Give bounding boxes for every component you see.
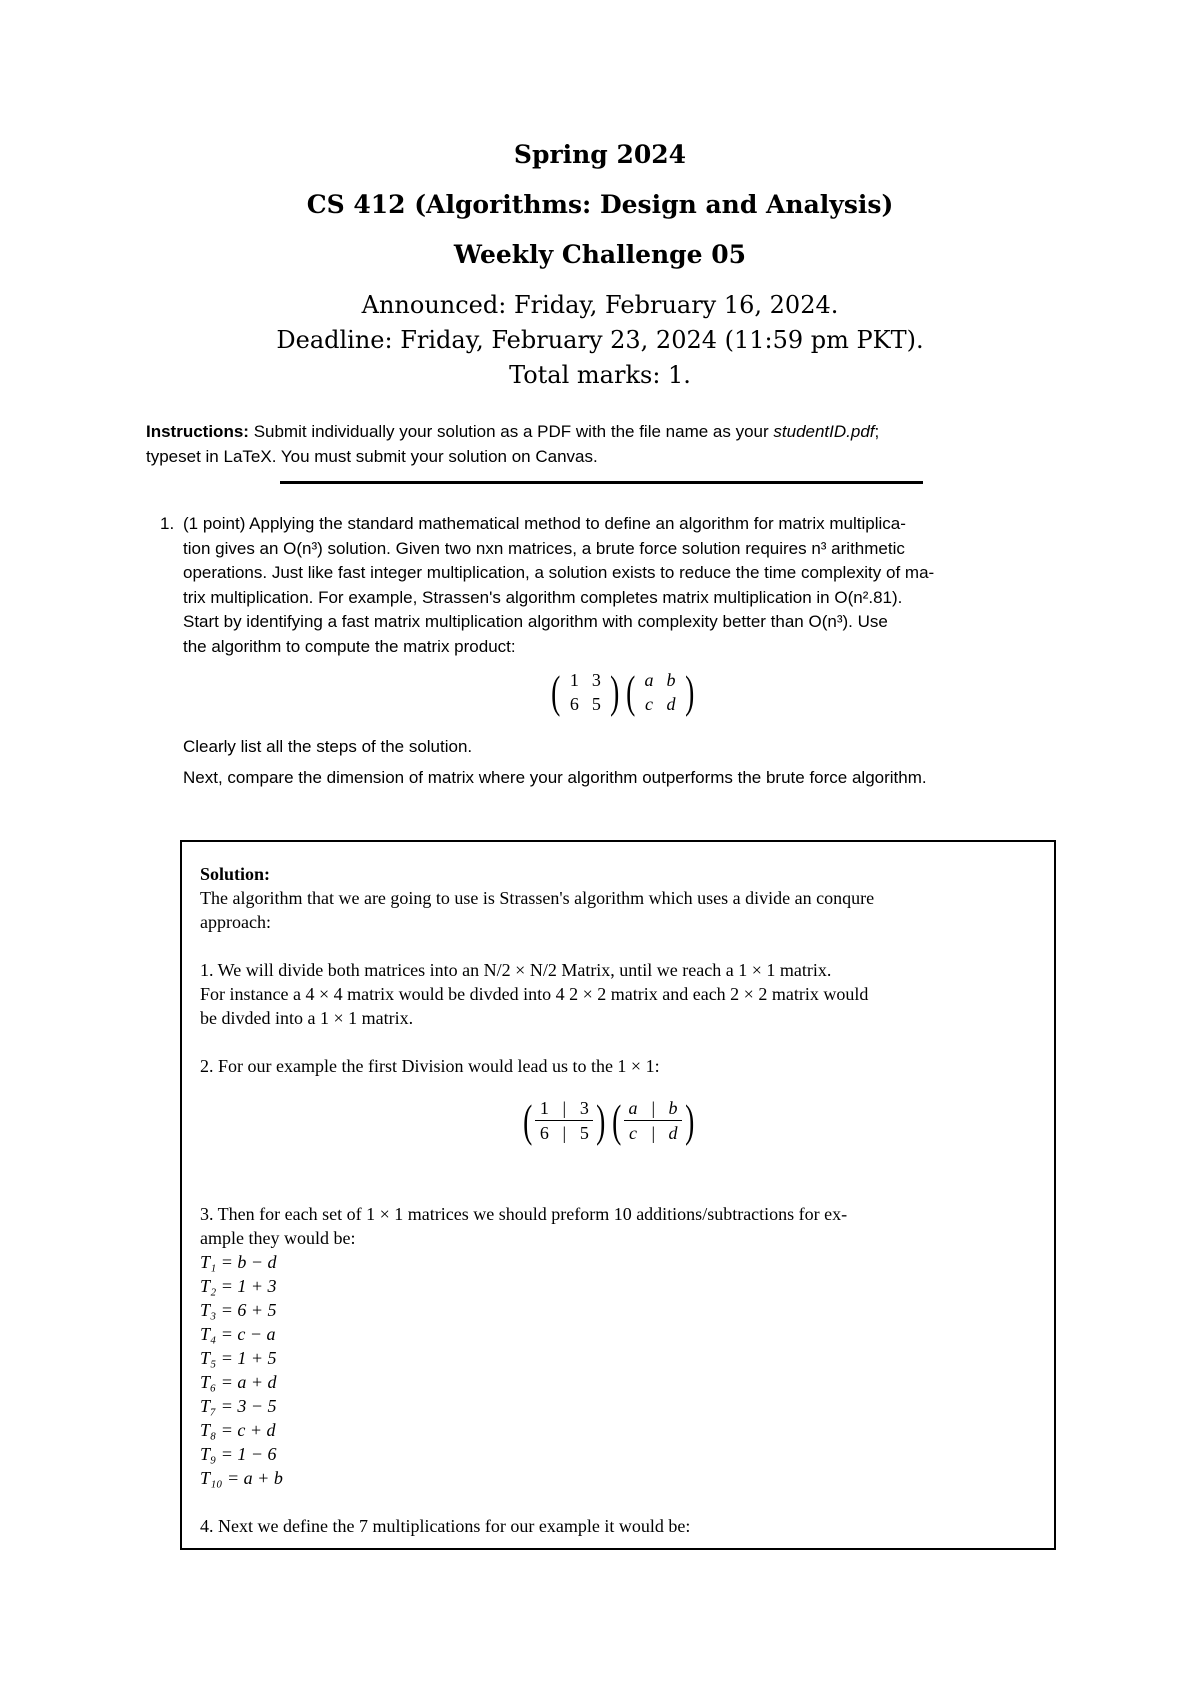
solution-box bbox=[180, 840, 1056, 1550]
matrix-cell: 5 bbox=[575, 1120, 593, 1145]
course-title: CS 412 (Algorithms: Design and Analysis) bbox=[306, 190, 894, 219]
equation-line: T₄ = c − a bbox=[200, 1324, 276, 1344]
question-line: tion gives an O(n³) solution. Given two nxn matrices, a brute force solution requires n³ arithmetic bbox=[183, 539, 905, 558]
matrix-divider: | bbox=[553, 1120, 575, 1145]
right-paren: ) bbox=[685, 1094, 695, 1146]
matrix-divider: | bbox=[642, 1120, 664, 1145]
equation-line: T₃ = 6 + 5 bbox=[200, 1300, 277, 1320]
matrix-divider: | bbox=[650, 1098, 656, 1118]
divider-rule bbox=[280, 481, 923, 484]
instructions-label: Instructions: bbox=[146, 422, 249, 441]
solution-step-1: For instance a 4 × 4 matrix would be divded into 4 2 × 2 matrix and each 2 × 2 matrix would bbox=[200, 984, 869, 1004]
matrix-cell: 5 bbox=[591, 694, 601, 714]
matrix-cell: a bbox=[644, 670, 654, 690]
left-paren: ( bbox=[551, 666, 561, 717]
total-marks: Total marks: 1. bbox=[509, 361, 691, 389]
matrix-cell: a bbox=[628, 1098, 638, 1118]
question-line: trix multiplication. For example, Strassen's algorithm completes matrix multiplication in O(n².81). bbox=[183, 588, 903, 607]
equation-line: T₆ = a + d bbox=[200, 1372, 277, 1392]
question-matrix-product bbox=[548, 668, 697, 716]
divided-matrix-left bbox=[535, 1096, 593, 1145]
matrix-cell: c bbox=[644, 694, 653, 714]
matrix-cell: 3 bbox=[579, 1098, 589, 1118]
equation-line: T₇ = 3 − 5 bbox=[200, 1396, 277, 1416]
question-instruction: Clearly list all the steps of the solution. bbox=[183, 737, 473, 756]
equation-line: T₁₀ = a + b bbox=[200, 1468, 283, 1488]
solution-step-2: 2. For our example the first Division would lead us to the 1 × 1: bbox=[200, 1056, 660, 1076]
solution-step-3: 3. Then for each set of 1 × 1 matrices we should preform 10 additions/subtractions for ex- bbox=[200, 1204, 848, 1224]
question-line: (1 point) Applying the standard mathematical method to define an algorithm for matrix multiplica- bbox=[183, 514, 906, 533]
matrix-cell: d bbox=[666, 694, 676, 714]
solution-intro: approach: bbox=[200, 912, 271, 932]
matrix-divider: | bbox=[562, 1098, 567, 1118]
matrix-cell: b bbox=[668, 1098, 678, 1118]
announced-date: Announced: Friday, February 16, 2024. bbox=[361, 291, 839, 319]
matrix-cell: d bbox=[664, 1120, 682, 1145]
instructions-line-2: typeset in LaTeX. You must submit your solution on Canvas. bbox=[146, 447, 598, 466]
divided-matrix-product bbox=[520, 1096, 697, 1145]
instructions-semicolon: ; bbox=[874, 422, 880, 441]
equation-line: T₅ = 1 + 5 bbox=[200, 1348, 277, 1368]
question-line: the algorithm to compute the matrix product: bbox=[183, 637, 516, 656]
instructions-filename: studentID.pdf bbox=[773, 422, 875, 441]
term-heading: Spring 2024 bbox=[513, 140, 687, 169]
divided-matrix-right bbox=[624, 1096, 682, 1145]
right-paren: ) bbox=[685, 666, 695, 717]
matrix-cell: b bbox=[666, 670, 676, 690]
instructions bbox=[146, 420, 879, 444]
equation-line: T₂ = 1 + 3 bbox=[200, 1276, 277, 1296]
deadline-date: Deadline: Friday, February 23, 2024 (11:59 pm PKT). bbox=[276, 326, 924, 354]
solution-step-1: be divded into a 1 × 1 matrix. bbox=[200, 1008, 414, 1028]
matrix-cell: 6 bbox=[569, 694, 579, 714]
matrix-right bbox=[638, 668, 682, 716]
question-number: 1. bbox=[160, 514, 175, 533]
equation-line: T₉ = 1 − 6 bbox=[200, 1444, 277, 1464]
solution-step-3: ample they would be: bbox=[200, 1228, 356, 1248]
matrix-cell: c bbox=[624, 1120, 642, 1145]
right-paren: ) bbox=[610, 666, 620, 717]
question-line: operations. Just like fast integer multiplication, a solution exists to reduce the time complexity of ma- bbox=[183, 563, 935, 582]
assignment-title: Weekly Challenge 05 bbox=[453, 240, 747, 269]
solution-intro: The algorithm that we are going to use is Strassen's algorithm which uses a divide an conqure bbox=[200, 888, 875, 908]
left-paren: ( bbox=[625, 666, 635, 717]
left-paren: ( bbox=[523, 1094, 533, 1146]
solution-step-1: 1. We will divide both matrices into an N/2 × N/2 Matrix, until we reach a 1 × 1 matrix. bbox=[200, 960, 832, 980]
question-line: Start by identifying a fast matrix multiplication algorithm with complexity better than O(n³). Use bbox=[183, 612, 888, 631]
matrix-cell: 1 bbox=[569, 670, 579, 690]
equation-line: T₈ = c + d bbox=[200, 1420, 276, 1440]
question-instruction: Next, compare the dimension of matrix where your algorithm outperforms the brute force algorithm. bbox=[183, 768, 927, 787]
instructions-text: Submit individually your solution as a PDF with the file name as your bbox=[253, 422, 769, 441]
matrix-cell: 6 bbox=[535, 1120, 553, 1145]
matrix-left bbox=[563, 668, 607, 716]
equation-line: T₁ = b − d bbox=[200, 1252, 277, 1272]
matrix-cell: 3 bbox=[591, 670, 601, 690]
matrix-cell: 1 bbox=[539, 1098, 549, 1118]
solution-label: Solution: bbox=[200, 864, 271, 884]
solution-step-4: 4. Next we define the 7 multiplications for our example it would be: bbox=[200, 1516, 691, 1536]
left-paren: ( bbox=[611, 1094, 621, 1146]
right-paren: ) bbox=[596, 1094, 606, 1146]
